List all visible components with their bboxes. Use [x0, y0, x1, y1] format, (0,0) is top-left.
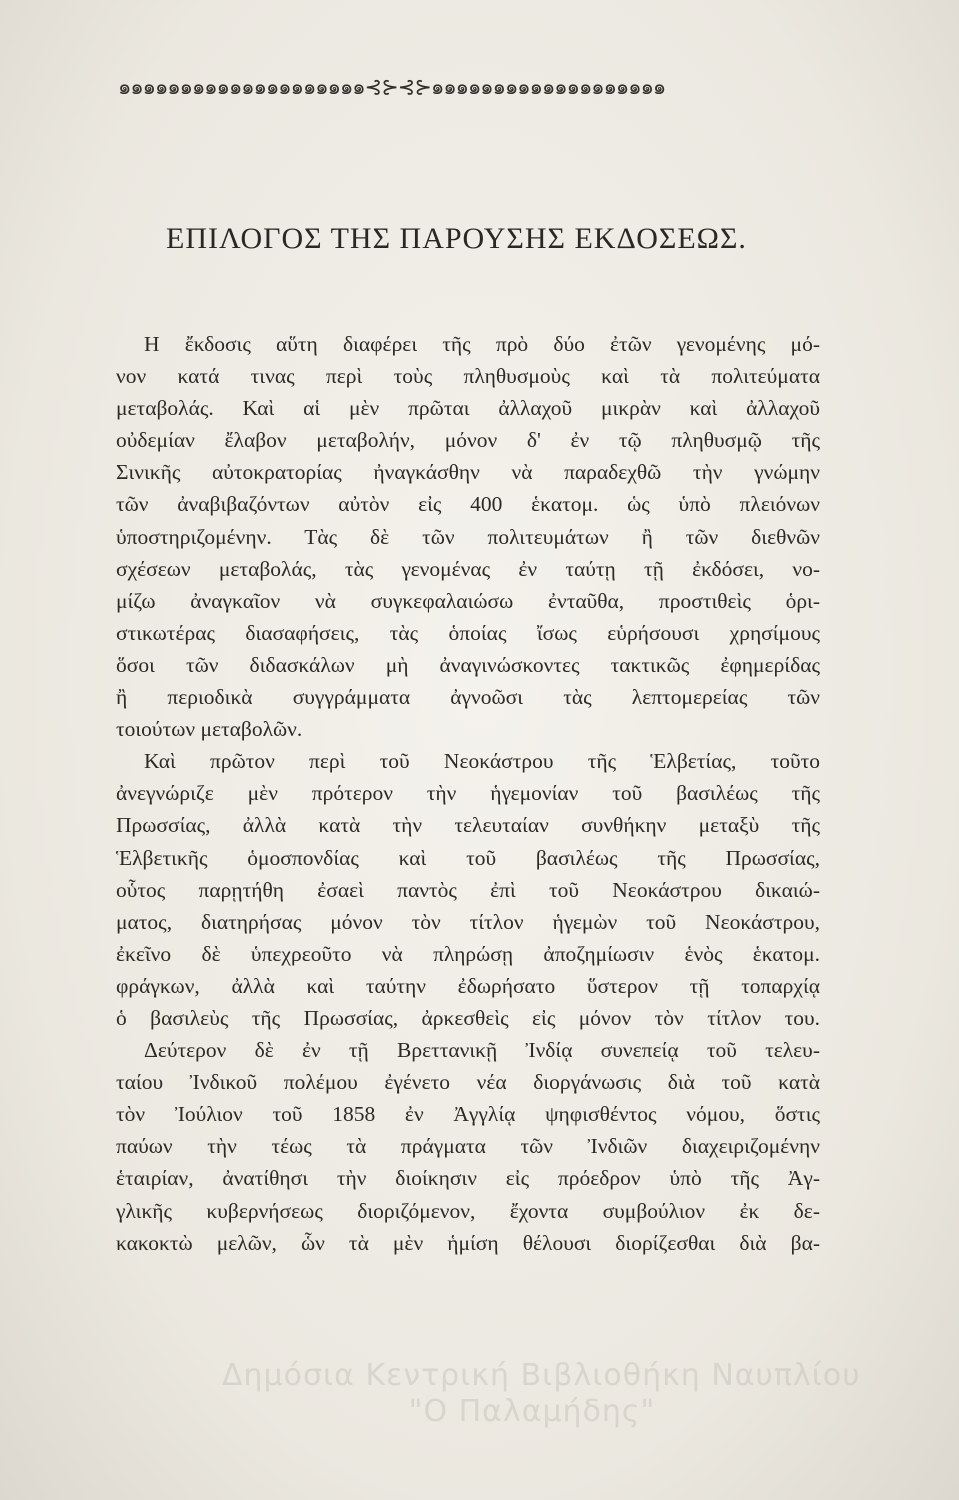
text-line: ὑποστηριζομένην. Τὰς δὲ τῶν πολιτευμάτων ἢ τῶν διεθνῶν [116, 524, 820, 549]
watermark-line: "Ο Παλαμήδης" [408, 1394, 656, 1429]
text-line: Σινικῆς αὐτοκρατορίας ἠναγκάσθην νὰ παραδεχθῶ τὴν γνώμην [116, 460, 820, 485]
text-line: ταίου Ἰνδικοῦ πολέμου ἐγένετο νέα διοργάνωσις διὰ τοῦ κατὰ [116, 1070, 820, 1095]
text-line: κακοκτὼ μελῶν, ὧν τὰ μὲν ἡμίση θέλουσι διορίζεσθαι διὰ βα- [116, 1230, 820, 1255]
text-line: σχέσεων μεταβολάς, τὰς γενομένας ἐν ταύτῃ τῇ ἐκδόσει, νο- [116, 556, 820, 581]
page-title: ΕΠΙΛΟΓΟΣ ΤΗΣ ΠΑΡΟΥΣΗΣ ΕΚΔΟΣΕΩΣ. [166, 222, 747, 255]
library-watermark [222, 1358, 861, 1430]
text-line: ἢ περιοδικὰ συγγράμματα ἀγνοῶσι τὰς λεπτομερείας τῶν [116, 685, 820, 710]
text-line: οὗτος παρῃτήθη ἐσαεὶ παντὸς ἐπὶ τοῦ Νεοκάστρου δικαιώ- [116, 877, 820, 902]
text-line: ἑταιρίαν, ἀνατίθησι τὴν διοίκησιν εἰς πρόεδρον ὑπὸ τῆς Ἀγ- [116, 1166, 820, 1191]
text-line: στικωτέρας διασαφήσεις, τὰς ὁποίας ἴσως εὑρήσουσι χρησίμους [116, 620, 820, 645]
text-line: μίζω ἀναγκαῖον νὰ συγκεφαλαιώσω ἐνταῦθα, προστιθεὶς ὁρι- [116, 588, 820, 613]
text-line: ἐκεῖνο δὲ ὑπεχρεοῦτο νὰ πληρώσῃ ἀποζημίωσιν ἑνὸς ἑκατομ. [116, 941, 820, 966]
text-line: τῶν ἀναβιβαζόντων αὐτὸν εἰς 400 ἑκατομ. ὡς ὑπὸ πλειόνων [116, 492, 820, 517]
text-line: Καὶ πρῶτον περὶ τοῦ Νεοκάστρου τῆς Ἑλβετίας, τοῦτο [144, 749, 820, 774]
text-line: παύων τὴν τέως τὰ πράγματα τῶν Ἰνδιῶν διαχειριζομένην [116, 1134, 820, 1159]
text-line: ἀνεγνώριζε μὲν πρότερον τὴν ἡγεμονίαν τοῦ βασιλέως τῆς [116, 781, 820, 806]
text-line: οὐδεμίαν ἔλαβον μεταβολήν, μόνον δ' ἐν τῷ πληθυσμῷ τῆς [116, 428, 820, 453]
text-line: μεταβολάς. Καὶ αἱ μὲν πρῶται ἀλλαχοῦ μικρὰν καὶ ἀλλαχοῦ [116, 396, 820, 421]
text-line: ματος, διατηρήσας μόνον τὸν τίτλον ἡγεμὼν τοῦ Νεοκάστρου, [116, 909, 820, 934]
text-line: γλικῆς κυβερνήσεως διοριζόμενον, ἔχοντα συμβούλιον ἐκ δε- [116, 1198, 820, 1223]
text-line: ὅσοι τῶν διδασκάλων μὴ ἀναγινώσκοντες τακτικῶς ἐφημερίδας [116, 652, 820, 677]
text-line: Δεύτερον δὲ ἐν τῇ Βρεττανικῇ Ἰνδίᾳ συνεπείᾳ τοῦ τελευ- [144, 1038, 820, 1063]
text-line: τὸν Ἰούλιον τοῦ 1858 ἐν Ἀγγλίᾳ ψηφισθέντος νόμου, ὅστις [116, 1102, 820, 1127]
text-line: ὁ βασιλεὺς τῆς Πρωσσίας, ἀρκεσθεὶς εἰς μόνον τὸν τίτλον του. [116, 1005, 820, 1030]
text-line: Ἑλβετικῆς ὁμοσπονδίας καὶ τοῦ βασιλέως τῆς Πρωσσίας, [116, 845, 820, 870]
text-line: Η ἔκδοσις αὕτη διαφέρει τῆς πρὸ δύο ἐτῶν γενομένης μό- [144, 332, 820, 356]
text-line: Πρωσσίας, ἀλλὰ κατὰ τὴν τελευταίαν συνθήκην μεταξὺ τῆς [116, 813, 820, 838]
text-line: τοιούτων μεταβολῶν. [116, 717, 303, 742]
text-line: νον κατά τινας περὶ τοὺς πληθυσμοὺς καὶ τὰ πολιτεύματα [116, 364, 820, 389]
body-text [116, 328, 820, 1259]
decorative-ornament-band: ๑๑๑๑๑๑๑๑๑๑๑๑๑๑๑๑๑๑๑๑⊰⊱⊰⊱๑๑๑๑๑๑๑๑๑๑๑๑๑๑๑๑๑๑๑ [118, 75, 666, 99]
text-line: φράγκων, ἀλλὰ καὶ ταύτην ἐδωρήσατο ὕστερον τῇ τοπαρχίᾳ [116, 973, 820, 998]
watermark-line: Δημόσια Κεντρική Βιβλιοθήκη Ναυπλίου [222, 1358, 861, 1393]
